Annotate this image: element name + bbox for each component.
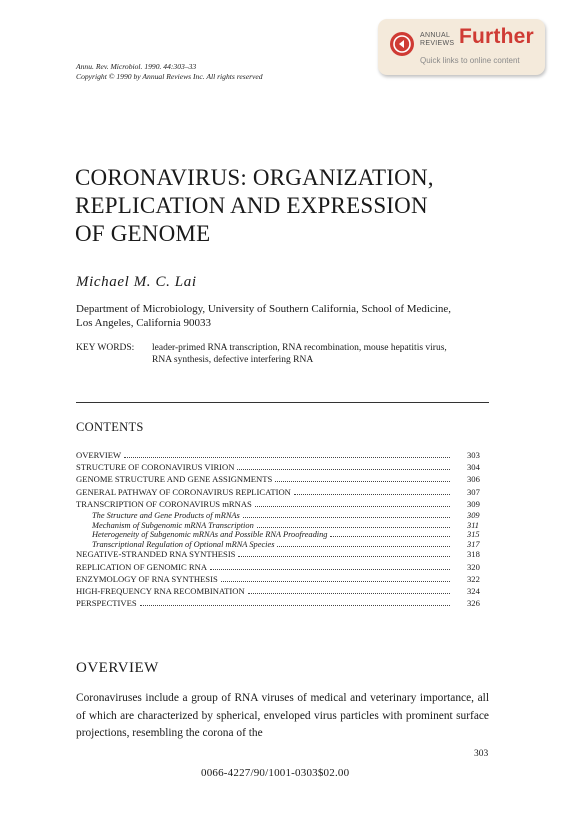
- toc-entry[interactable]: GENOME STRUCTURE AND GENE ASSIGNMENTS 306: [76, 474, 480, 485]
- annual-reviews-logo-text: ANNUAL REVIEWS: [420, 32, 455, 47]
- toc-entry[interactable]: TRANSCRIPTION OF CORONAVIRUS mRNAS 309: [76, 498, 480, 509]
- author-affiliation: Department of Microbiology, University of Southern California, School of Medicine, Los Angeles, California 90033: [76, 303, 452, 329]
- annual-reviews-further-badge[interactable]: [378, 19, 545, 75]
- keywords-list: leader-primed RNA transcription, RNA recombination, mouse hepatitis virus, RNA synthesis, defective interfering RNA: [152, 343, 447, 365]
- quick-links-link[interactable]: Quick links to online content: [420, 56, 520, 65]
- toc-entry[interactable]: REPLICATION OF GENOMIC RNA 320: [76, 561, 480, 572]
- toc-entry[interactable]: NEGATIVE-STRANDED RNA SYNTHESIS 318: [76, 549, 480, 560]
- table-of-contents: [76, 449, 489, 609]
- toc-entry[interactable]: STRUCTURE OF CORONAVIRUS VIRION 304: [76, 462, 480, 473]
- page-number: 303: [474, 749, 489, 759]
- further-logo: Further: [459, 25, 534, 48]
- toc-entry[interactable]: HIGH-FREQUENCY RNA RECOMBINATION 324: [76, 585, 480, 596]
- divider: [76, 402, 489, 403]
- toc-entry[interactable]: GENERAL PATHWAY OF CORONAVIRUS REPLICATION 307: [76, 486, 480, 497]
- article-title: CORONAVIRUS: ORGANIZATION, REPLICATION AND EXPRESSION OF GENOME: [75, 165, 434, 246]
- contents-heading: CONTENTS: [76, 420, 144, 434]
- toc-entry[interactable]: ENZYMOLOGY OF RNA SYNTHESIS 322: [76, 573, 480, 584]
- toc-subentry[interactable]: The Structure and Gene Products of mRNAs 309: [92, 510, 480, 520]
- overview-paragraph: Coronaviruses include a group of RNA viruses of medical and veterinary importance, all of which are characterized by spherical, enveloped virus particles with prominent surface projections, resembling the corona of the: [76, 692, 489, 739]
- footer-code: 0066-4227/90/1001-0303$02.00: [201, 767, 350, 779]
- toc-entry[interactable]: PERSPECTIVES 326: [76, 598, 480, 609]
- keywords-label: KEY WORDS:: [76, 343, 135, 353]
- journal-citation: Annu. Rev. Microbiol. 1990. 44:303–33 Copyright © 1990 by Annual Reviews Inc. All rights reserved: [76, 62, 263, 81]
- toc-entry[interactable]: OVERVIEW 303: [76, 450, 480, 460]
- play-back-icon: [390, 32, 414, 56]
- toc-subentry[interactable]: Transcriptional Regulation of Optional mRNA Species 317: [92, 539, 480, 549]
- overview-heading: OVERVIEW: [76, 660, 159, 676]
- toc-subentry[interactable]: Heterogeneity of Subgenomic mRNAs and Possible RNA Proofreading 315: [92, 530, 480, 540]
- toc-subentry[interactable]: Mechanism of Subgenomic mRNA Transcription 311: [92, 520, 479, 530]
- author-name: Michael M. C. Lai: [76, 274, 197, 290]
